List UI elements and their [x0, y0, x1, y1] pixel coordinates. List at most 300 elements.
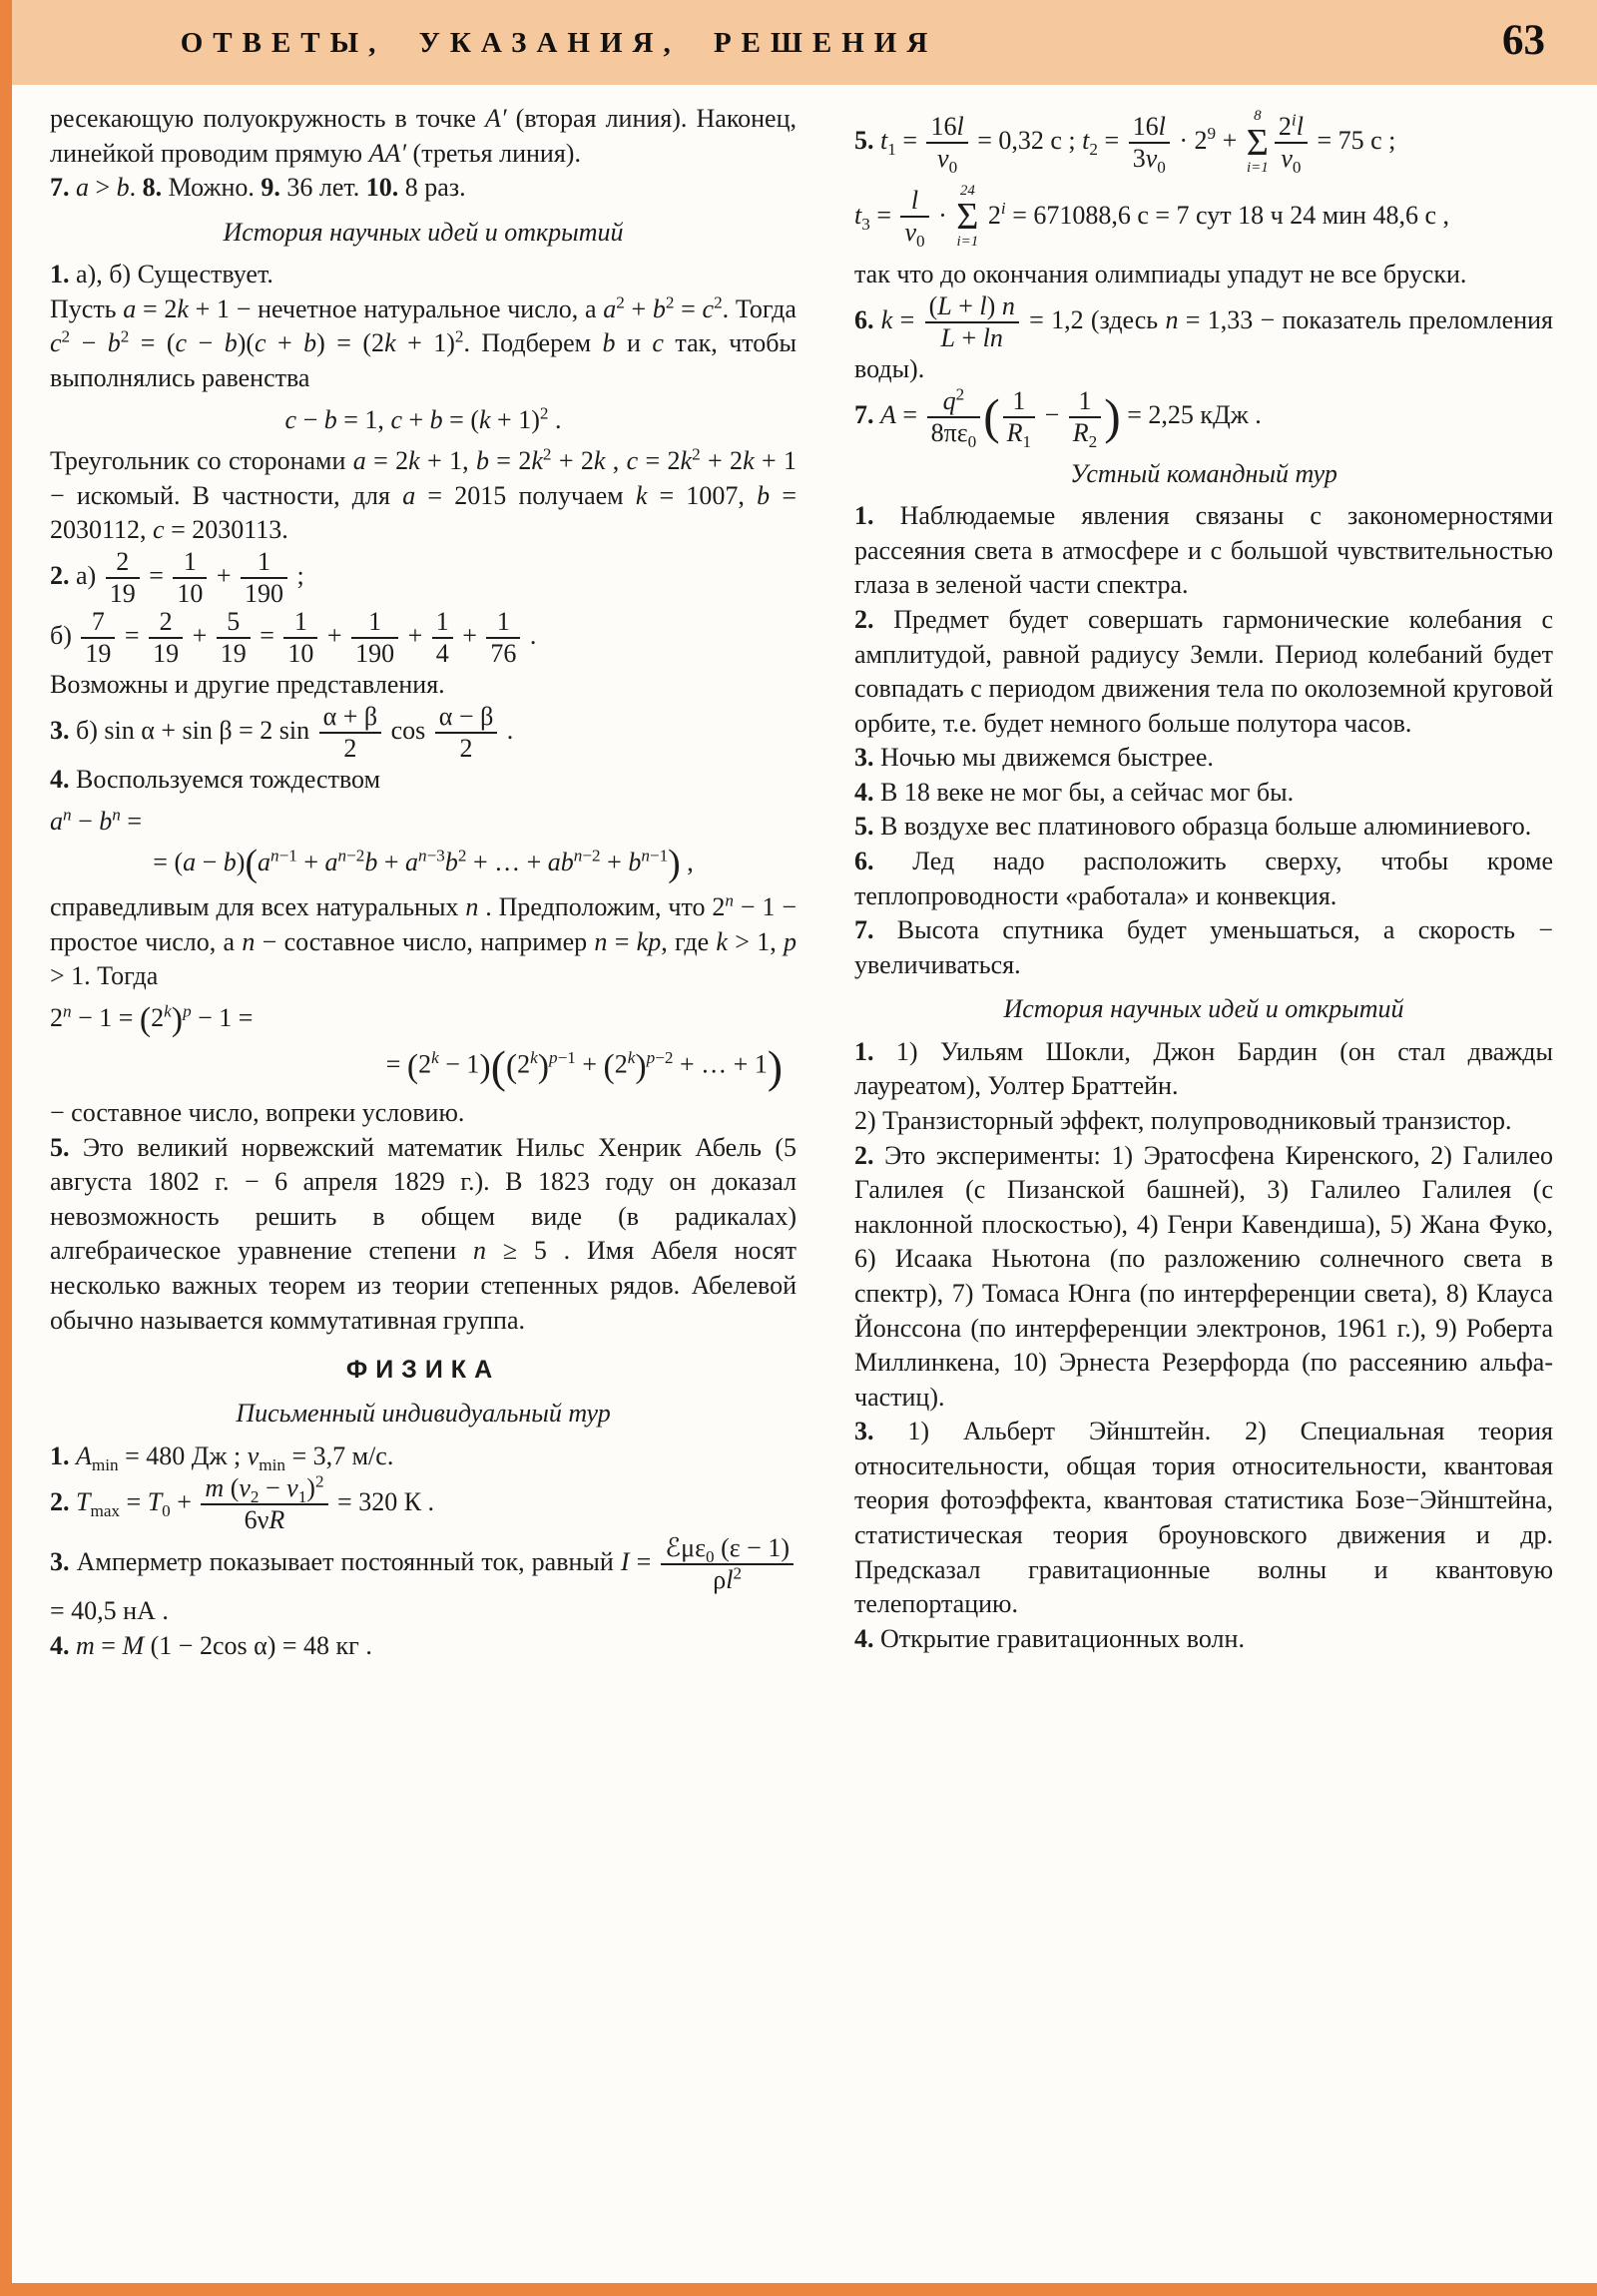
i: n [573, 846, 583, 865]
big: ) [668, 843, 681, 885]
b: 5. [854, 125, 874, 155]
sup [530, 1048, 538, 1067]
big: ) [635, 1047, 647, 1085]
frac [173, 548, 207, 608]
paragraph: 2. $T_{max} = T_0$ + $\frac{m (v_2 - v_1)^2}{6\nu R}$ = 320 К . [50, 1470, 435, 1534]
left-accent-strip [0, 0, 12, 2296]
i: R [268, 1504, 285, 1534]
paragraph: 1. а), б) Существует. [50, 260, 273, 289]
i: ab [547, 848, 574, 877]
i: n [473, 1236, 487, 1266]
content [50, 102, 1553, 2270]
sub: 3 [861, 214, 870, 234]
i: c [626, 446, 639, 476]
i: b [116, 173, 130, 203]
fraction-denominator [1275, 142, 1308, 177]
frac [926, 111, 967, 177]
paragraph: 4. Открытие гравитационных волн. [854, 1623, 1245, 1653]
i: n [63, 1001, 72, 1021]
sub: 0 [706, 1546, 715, 1566]
fraction-numerator: α − β [438, 701, 494, 731]
paragraph: 6. Лед надо расположить сверху, чтобы кроме теплопроводности «работала» и конвекция. [854, 847, 1553, 910]
i: b [223, 848, 237, 877]
fraction-denominator: L + ln [925, 321, 1019, 352]
sub: 0 [916, 232, 925, 252]
sub: 1 [1022, 431, 1032, 451]
frac [217, 608, 251, 668]
fraction-numerator: ℰμε$_0$ (ε − 1) [665, 1532, 790, 1566]
sum [1247, 109, 1269, 177]
b: 2. [854, 604, 874, 634]
fraction-denominator: $3v_0$ [1129, 142, 1170, 173]
fraction-denominator: $8\pi\varepsilon_0$ [927, 416, 981, 447]
fraction-numerator: 1 [1078, 385, 1092, 415]
i: A [76, 1441, 92, 1471]
fraction-denominator [926, 142, 967, 177]
i: k [635, 480, 648, 510]
b: 3. [50, 715, 70, 745]
i: n [242, 926, 256, 956]
sub: 0 [967, 431, 977, 451]
sup: p−2 [646, 1047, 674, 1067]
b: 1. [854, 1036, 874, 1066]
fraction-denominator: 2 [435, 732, 498, 763]
paragraph: 2) Транзисторный эффект, полупроводниковый транзистор. [854, 1106, 1512, 1136]
sup: 2 [457, 846, 467, 865]
i: v [1281, 143, 1293, 173]
fraction-denominator: 4 [432, 637, 453, 668]
sub: 0 [948, 157, 958, 177]
sub: min [91, 1455, 119, 1475]
frac [1069, 385, 1101, 451]
big: ) [537, 1047, 549, 1085]
big: ( [505, 1047, 518, 1085]
paragraph: 3. 1) Альберт Эйнштейн. 2) Специальная теория относительности, общая тория относительности, квантовая теория фотоэффекта, квантовая статистика Бозе−Эйнштейна, статистическая теория броуновского движения и др. Предсказал гравитационные волны и квантовую телепортацию. [854, 1417, 1553, 1619]
big: ) [1104, 388, 1121, 444]
sup: 2 [542, 444, 552, 464]
i: a [405, 848, 419, 877]
b: 8. [142, 173, 163, 203]
b: 2. [50, 1486, 70, 1516]
paragraph: ресекающую полуокружность в точке A′ (вторая линия). Наконец, линейкой проводим прямую AA′ (третья линия). [50, 104, 797, 168]
paragraph: 2. Предмет будет совершать гармонические колебания с амплитудой, равной радиусу Земли. Период колебаний будет совпадать с периодом движения тела по околоземной круговой орбите, т.е. будет немного больше полутора часов. [854, 604, 1553, 738]
sum [956, 184, 978, 252]
i: n [112, 804, 121, 824]
i: v [937, 143, 949, 173]
i: kp [636, 926, 662, 956]
b: 7. [854, 915, 874, 945]
b: 4. [50, 1630, 70, 1660]
i: L [940, 322, 955, 352]
fraction-numerator [927, 383, 981, 416]
sub: 2 [1088, 431, 1098, 451]
frac [900, 186, 928, 252]
frac [927, 383, 981, 451]
b: 5. [854, 812, 874, 842]
paragraph: 4. Воспользуемся тождеством [50, 764, 381, 794]
i: k [880, 304, 893, 334]
header-band [0, 0, 1597, 85]
frac [201, 1470, 327, 1534]
i: l [1158, 111, 1166, 141]
sup: 2 [314, 1470, 324, 1490]
paragraph: 4. В 18 веке не мог бы, а сейчас мог бы. [854, 777, 1295, 807]
fraction-denominator: 19 [149, 637, 183, 668]
header-title: ОТВЕТЫ, УКАЗАНИЯ, РЕШЕНИЯ [180, 27, 938, 59]
equation: 5. $t_1$ = $\frac{16l}{v_0}$ = 0,32 с ; $t_2$ = $\frac{16l}{3v_0}$ · $2^9$ + 8 Σ i=1 $\frac{2^il}{v_0}$ = 75 с ; [854, 108, 1396, 177]
i: p [784, 926, 797, 956]
i: k [531, 446, 543, 476]
i: m [205, 1472, 225, 1502]
i: v [1145, 143, 1158, 173]
frac [351, 608, 398, 668]
fraction-denominator: 190 [351, 637, 398, 668]
b: 1. [854, 501, 874, 531]
sup [63, 1001, 72, 1020]
sup: 2 [539, 402, 549, 422]
i: A′ [484, 104, 507, 133]
sup: 9 [1207, 124, 1217, 144]
equation: $a^n - b^n$ = [50, 804, 142, 836]
b: 5. [50, 1132, 70, 1162]
i: b [628, 848, 642, 877]
frac [1003, 385, 1035, 451]
b: 7. [50, 173, 70, 203]
fraction-numerator: 1 [435, 607, 449, 637]
i: p [646, 1047, 656, 1067]
sup [628, 1048, 636, 1067]
paragraph: 7. A = $\frac{q^2}{8\pi\varepsilon_0}$ ( $\frac{1}{R_1}$ − $\frac{1}{R_2}$ ) = 2,25 кДж . [854, 383, 1262, 451]
fraction-denominator: 10 [283, 637, 317, 668]
i: c [255, 328, 266, 358]
paragraph: 3. Ночью мы движемся быстрее. [854, 743, 1214, 773]
paragraph: 1. 1) Уильям Шокли, Джон Бардин (он стал дважды лауреатом), Уолтер Браттейн. [854, 1036, 1553, 1101]
i: t [880, 125, 888, 155]
fraction-numerator: 1 [496, 607, 510, 637]
sup [725, 890, 734, 909]
i: l [956, 111, 964, 141]
i: i [1291, 110, 1297, 130]
fraction-denominator: 19 [217, 637, 251, 668]
fraction-denominator: $\rho l^2$ [661, 1563, 794, 1594]
sum-part: Σ [956, 196, 979, 239]
paragraph: Возможны и другие представления. [50, 670, 445, 700]
frac [486, 608, 520, 668]
paragraph: 6. k = $\frac{(L + l) n}{L + \ln}$ = 1,2 (здесь n = 1,33 − показатель преломления воды). [854, 290, 1554, 383]
i: b [475, 446, 489, 476]
section-heading: История научных идей и открытий [223, 217, 624, 247]
sub: 2 [1089, 139, 1098, 159]
i: L [937, 290, 952, 320]
i: a [402, 480, 416, 510]
equation: = $(a - b)(a^{n-1} + a^{n-2}b + a^{n-3}b^2$ + … + $ab^{n-2} + b^{n-1}$) , [153, 843, 694, 885]
i: k [716, 926, 728, 956]
sup [183, 1001, 192, 1020]
sub: 0 [1292, 157, 1302, 177]
sup: 2 [955, 383, 965, 403]
i: n [594, 926, 608, 956]
i: AA′ [368, 138, 407, 168]
i: v [247, 1441, 260, 1471]
i: T [147, 1486, 163, 1516]
i: a [183, 848, 197, 877]
sup: p−1 [549, 1047, 576, 1067]
i: c [50, 328, 62, 358]
bottom-accent-strip [0, 2283, 1597, 2296]
i: a [603, 293, 617, 323]
sub: 1 [297, 1486, 307, 1506]
sup: n−1 [270, 846, 297, 865]
fraction-numerator: 2 [159, 607, 173, 637]
i: R [1072, 417, 1089, 447]
big: ( [245, 843, 259, 885]
b: 3. [50, 1546, 70, 1576]
i: c [284, 404, 297, 434]
i: k [164, 1001, 172, 1021]
fraction-denominator [1003, 416, 1035, 451]
section-heading: Письменный индивидуальный тур [236, 1399, 611, 1429]
b: 6. [854, 847, 874, 876]
i: l [979, 290, 987, 320]
sup [63, 805, 72, 824]
paragraph: 7. Высота спутника будет уменьшаться, а скорость − увеличиваться. [854, 915, 1553, 979]
i: b [323, 404, 337, 434]
paragraph: 2. а) $\frac{2}{19}$ = $\frac{1}{10}$ + $\frac{1}{190}$ ; [50, 546, 304, 609]
sub: min [259, 1455, 285, 1475]
b: 4. [854, 1623, 874, 1653]
i: p [183, 1001, 192, 1021]
b: 3. [854, 1417, 874, 1446]
fraction-denominator: 6νR [201, 1503, 327, 1534]
sum-part: i=1 [1246, 159, 1269, 176]
i: k [431, 1047, 439, 1067]
b: 2. [50, 560, 70, 590]
paragraph: справедливым для всех натуральных n . Предположим, что $2^n - 1$ − простое число, а n − составное число, например n = kp, где k > 1, p > 1. Тогда [50, 890, 797, 991]
paragraph: 2. Это эксперименты: 1) Эратосфена Киренского, 2) Галилео Галилея (с Пизанской башней), 3) Галилео Галилея (с наклонной плоскостью), 4) Генри Кавендиша), 5) Жана Фуко, 6) Исаака Ньютона (по разложению солнечного света в спектр), 7) Томаса Юнга (по интерференции света), 8) Клауса Йонссона (по интерференции электронов, 1961 г.), 9) Роберта Миллинкена, 10) Эрнеста Резерфорда (по рассеянию альфа-частиц). [854, 1140, 1553, 1412]
sum-part: 8 [1254, 108, 1262, 124]
i: k [680, 446, 693, 476]
i: i [1000, 198, 1006, 218]
frac [106, 548, 140, 608]
fraction-denominator: 19 [106, 577, 140, 608]
big: ) [171, 1000, 184, 1038]
big: ( [983, 388, 1000, 444]
b: 10. [365, 173, 399, 203]
fraction-numerator: 5 [227, 607, 241, 637]
sub: 1 [887, 139, 896, 159]
fraction-denominator [1069, 416, 1101, 451]
big: ) [767, 1040, 783, 1092]
i: k [384, 328, 396, 358]
fraction-numerator: 16l [930, 111, 964, 141]
sub: 0 [1157, 157, 1166, 177]
big: ( [603, 1047, 615, 1085]
b: 9. [261, 173, 280, 203]
frac [241, 548, 287, 608]
sup [431, 1048, 439, 1067]
i: b [429, 404, 443, 434]
i: n [270, 846, 279, 865]
i: ln [982, 322, 1003, 352]
paragraph: так что до окончания олимпиады упадут не все бруски. [854, 260, 1467, 289]
b: 3. [854, 743, 874, 773]
paragraph: 1. Наблюдаемые явления связаны с закономерностями рассеяния света в атмосфере и с большой чувствительностью глаза в зеленой части спектра. [854, 501, 1553, 600]
b: 6. [854, 304, 874, 334]
fraction-numerator: 1 [293, 607, 307, 637]
frac [661, 1534, 794, 1594]
i: v [286, 1472, 298, 1502]
page-number: 63 [1502, 17, 1545, 64]
i: l [1296, 111, 1304, 141]
i: a [324, 848, 338, 877]
sup [1001, 199, 1006, 218]
sup: n−2 [573, 846, 601, 865]
fraction-denominator: 2 [319, 732, 382, 763]
i: b [444, 848, 458, 877]
i: k [743, 446, 755, 476]
big: ( [406, 1047, 419, 1085]
i: n [337, 846, 347, 865]
i: b [602, 328, 616, 358]
i: n [641, 846, 650, 865]
i: n [418, 846, 427, 865]
i: c [702, 293, 715, 323]
i: M [122, 1630, 145, 1660]
right-column [854, 102, 1553, 2270]
sup [112, 805, 121, 824]
i: b [303, 328, 317, 358]
sup: 2 [454, 326, 464, 346]
sup: n−1 [641, 846, 669, 865]
sum-part: i=1 [956, 234, 979, 251]
paragraph: 5. Это великий норвежский математик Нильс Хенрик Абель (5 августа 1802 г. − 6 апреля 1829 г.). В 1823 году он доказал невозможность решить в общем виде (в радикалах) алгебраическое уравнение степени n ≥ 5 . Имя Абеля носят несколько важных теорем из теории степенных рядов. Абелевой обычно называется коммутативная группа. [50, 1132, 797, 1335]
i: t [854, 200, 862, 230]
i: l [726, 1564, 734, 1594]
section-heading: История научных идей и открытий [1003, 994, 1404, 1024]
sup [164, 1001, 172, 1020]
big: ) [479, 1047, 491, 1085]
fraction-denominator: 76 [486, 637, 520, 668]
left-column [50, 102, 797, 2270]
frac [1275, 110, 1308, 177]
b: 7. [854, 399, 874, 429]
i: b [107, 328, 121, 358]
i: k [478, 404, 491, 434]
i: b [99, 806, 113, 836]
paragraph: 7. a > b. 8. Можно. 9. 36 лет. 10. 8 раз. [50, 173, 466, 203]
b: 1. [50, 1441, 70, 1471]
i: A [880, 399, 896, 429]
b: 4. [50, 764, 70, 794]
big: ( [490, 1040, 506, 1092]
i: c [153, 515, 165, 545]
i: n [1165, 304, 1179, 334]
frac [1129, 111, 1170, 177]
fraction-numerator: 7 [91, 607, 105, 637]
paragraph: Треугольник со сторонами a = 2k + 1, $b = 2k^2 + 2k$ , $c = 2k^2 + 2k + 1$ − искомый. В частности, для a = 2015 получаем k = 1007, b = 2030112, c = 2030113. [50, 444, 797, 545]
i: n [1001, 290, 1015, 320]
section-heading: Устный командный тур [1070, 458, 1337, 488]
fraction-numerator [900, 187, 928, 216]
fraction-numerator: 16l [1132, 111, 1166, 141]
b: 1. [50, 260, 70, 289]
b: 4. [854, 777, 874, 807]
frac [149, 608, 183, 668]
i: t [1082, 125, 1090, 155]
paragraph: Пусть a = 2k + 1 − нечетное натуральное число, а $a^2 + b^2 = c^2$. Тогда $c^2 - b^2 = (c - b)(c + b) = (2k + 1)^2$. Подберем b и c так, чтобы выполнялись равенства [50, 292, 798, 393]
i: a [76, 173, 89, 203]
i: b [652, 293, 666, 323]
i: v [904, 218, 917, 248]
sum-part: Σ [1246, 121, 1269, 164]
i: n [465, 892, 479, 922]
i: a [50, 806, 63, 836]
fraction-numerator: 1 [258, 546, 271, 576]
fraction-denominator [900, 216, 928, 252]
equation: $2^n - 1 = (2^k)^p - 1$ = [50, 1000, 254, 1038]
i: a [258, 848, 271, 877]
i: c [175, 328, 188, 358]
i: b [364, 848, 378, 877]
i: k [177, 293, 189, 323]
sup: n−3 [418, 846, 445, 865]
i: k [627, 1047, 636, 1067]
i: T [76, 1486, 91, 1516]
sup: 2 [120, 326, 130, 346]
i: q [942, 385, 956, 415]
fraction-numerator: 2 [116, 546, 130, 576]
i: b [224, 328, 238, 358]
sub: 2 [250, 1486, 260, 1506]
frac [432, 608, 453, 668]
sup: 2 [616, 292, 625, 312]
paragraph: 3. б) sin α + sin β = 2 sin $\frac{\alpha + \beta}{2}$ cos $\frac{\alpha - \beta}{2}$ . [50, 701, 514, 763]
sup: n−2 [337, 846, 365, 865]
i: a [352, 446, 366, 476]
sub: 0 [162, 1500, 171, 1520]
fraction-numerator: 1 [1012, 385, 1026, 415]
frac [81, 608, 115, 668]
paragraph: б) $\frac{7}{19}$ = $\frac{2}{19}$ + $\frac{5}{19}$ = $\frac{1}{10}$ + $\frac{1}{190}$ + $\frac{1}{4}$ + $\frac{1}{76}$ . [50, 607, 537, 669]
i: c [652, 328, 664, 358]
i: m [76, 1630, 95, 1660]
fraction-numerator: m $(v_2 - v_1)^2$ [205, 1470, 324, 1506]
i: c [390, 404, 402, 434]
b: 2. [854, 1140, 874, 1170]
fraction-denominator: 19 [81, 637, 115, 668]
i: n [725, 890, 734, 910]
sup: 2 [665, 292, 675, 312]
fraction-numerator: 2$^i$l [1278, 110, 1304, 141]
i: k [593, 446, 606, 476]
paragraph: 5. В воздухе вес платинового образца больше алюминиевого. [854, 812, 1532, 842]
i: p [549, 1047, 558, 1067]
frac [435, 703, 498, 763]
sum-part: 24 [959, 182, 975, 199]
fraction-numerator: (L + l) n [928, 290, 1015, 320]
equation: $t_3$ = $\frac{l}{v_0}$ · 24 Σ i=1 $2^i = 671088,6$ с = 7 сут 18 ч 24 мин 48,6 с , [854, 182, 1450, 252]
frac [283, 608, 317, 668]
equation: c − b = 1, $c + b = (k + 1)^2$ . [284, 402, 562, 434]
i: a [123, 293, 137, 323]
section-heading: ФИЗИКА [345, 1356, 501, 1385]
fraction-numerator: 1 [368, 607, 382, 637]
paragraph: 4. m = M (1 − 2cos α) = 48 кг . [50, 1630, 372, 1660]
frac [319, 703, 382, 763]
fraction-denominator: 190 [241, 577, 287, 608]
i: v [239, 1472, 251, 1502]
equation: = $(2^k - 1)((2^k)^{p-1} + (2^k)^{p-2}$ + … + 1) [385, 1040, 783, 1092]
